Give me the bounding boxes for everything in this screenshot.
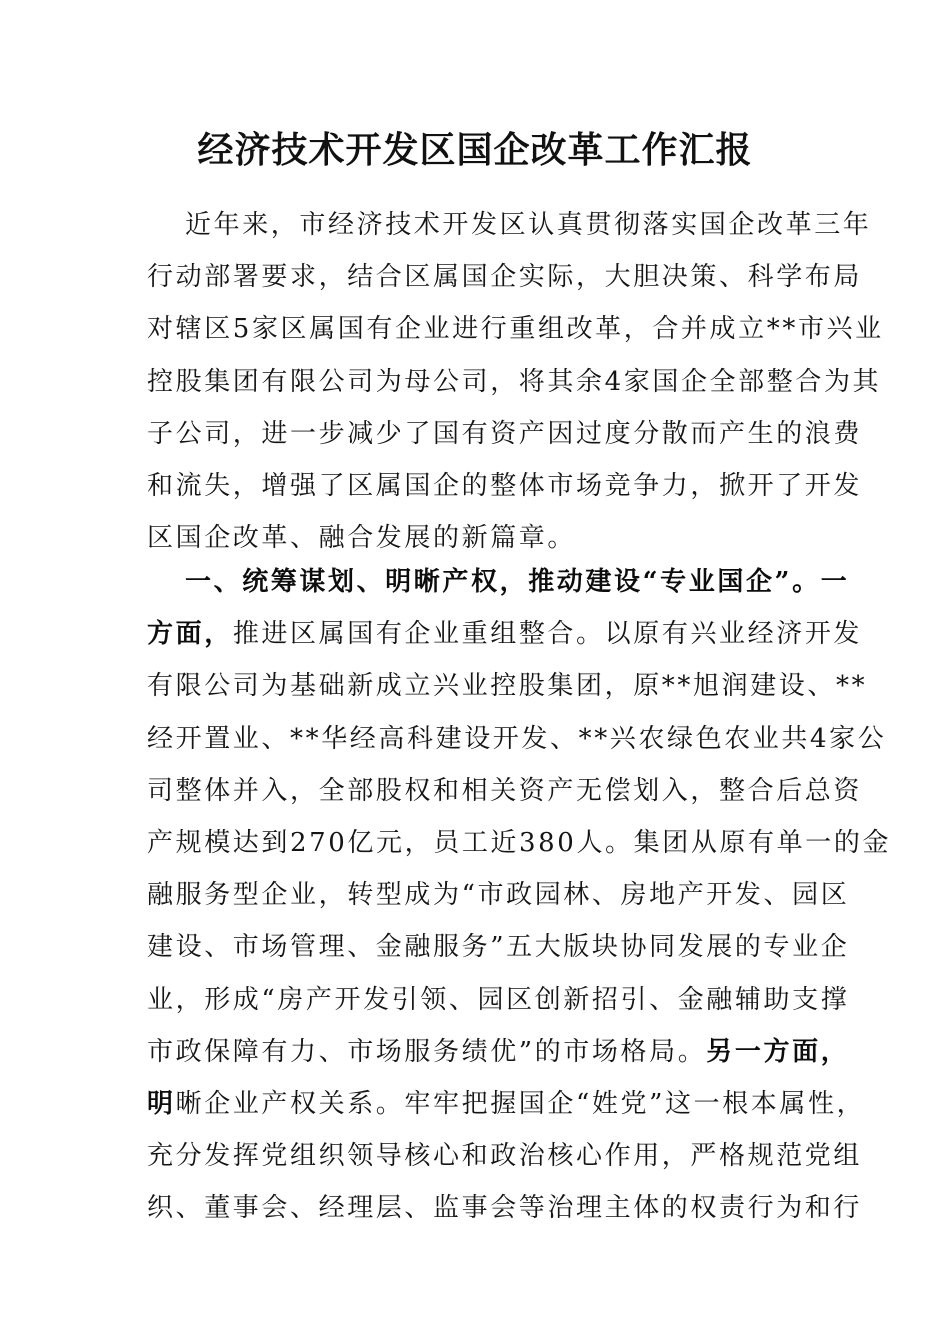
- text-line: 充分发挥党组织领导核心和政治核心作用，严格规范党组: [147, 1141, 863, 1172]
- text-line: 行动部署要求，结合区属国企实际，大胆决策、科学布局: [147, 262, 863, 293]
- bold-phrase: 方面，: [147, 619, 233, 650]
- document-title: 经济技术开发区国企改革工作汇报: [197, 129, 753, 171]
- text-line: 织、董事会、经理层、监事会等治理主体的权责行为和行: [147, 1193, 863, 1224]
- paragraph-section-one: [147, 556, 892, 1234]
- text-line: 经开置业、**华经高科建设开发、**兴农绿色农业共4家公: [147, 723, 887, 754]
- text-line: 对辖区5家区属国有企业进行重组改革，合并成立**市兴业: [147, 314, 884, 345]
- text-line: 近年来，市经济技术开发区认真贯彻落实国企改革三年: [185, 210, 872, 240]
- line-text: 推进区属国有企业重组整合。以原有兴业经济开发: [232, 619, 863, 650]
- text-line: [147, 1026, 850, 1078]
- bold-phrase: 明: [147, 1088, 176, 1119]
- text-line: [147, 1078, 866, 1130]
- text-line: 有限公司为基础新成立兴业控股集团，原**旭润建设、**: [147, 671, 868, 702]
- text-line: 区国企改革、融合发展的新篇章。: [147, 523, 577, 554]
- bold-phrase: 另一方面，: [706, 1036, 850, 1067]
- text-line: 业，形成“房产开发引领、园区创新招引、金融辅助支撑: [147, 984, 850, 1015]
- section-heading-line: 一、统筹谋划、明晰产权，推动建设“专业国企”。一: [185, 567, 850, 597]
- text-line: 建设、市场管理、金融服务”五大版块协同发展的专业企: [147, 932, 850, 963]
- text-line: [147, 608, 863, 660]
- text-line: 融服务型企业，转型成为“市政园林、房地产开发、园区: [147, 880, 850, 911]
- text-line: 和流失，增强了区属国企的整体市场竞争力，掀开了开发: [147, 470, 863, 501]
- text-line: 司整体并入，全部股权和相关资产无偿划入，整合后总资: [147, 775, 863, 806]
- text-line: 子公司，进一步减少了国有资产因过度分散而产生的浪费: [147, 418, 863, 449]
- paragraph-intro: [147, 199, 884, 564]
- line-text: 晰企业产权关系。牢牢把握国企“姓党”这一根本属性，: [175, 1088, 866, 1119]
- text-line: 控股集团有限公司为母公司，将其余4家国企全部整合为其: [147, 366, 882, 397]
- text-line: 产规模达到270亿元，员工近380人。集团从原有单一的金: [147, 827, 892, 858]
- line-text: 市政保障有力、市场服务绩优”的市场格局。: [147, 1036, 707, 1067]
